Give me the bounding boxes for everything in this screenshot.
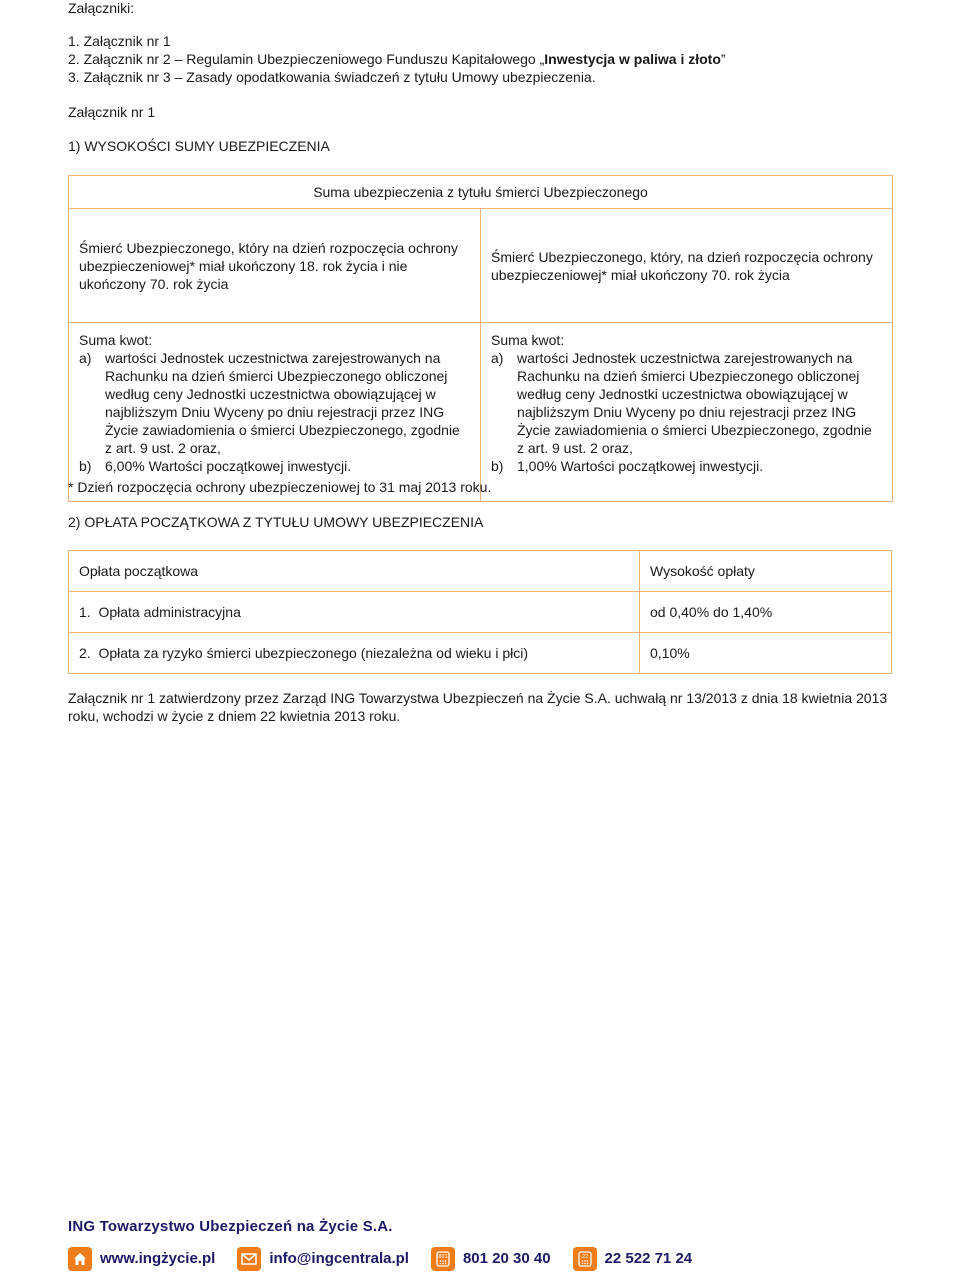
attachment-list xyxy=(68,32,726,86)
page-footer xyxy=(68,1218,892,1267)
fee-col-header-name: Opłata początkowa xyxy=(69,551,640,592)
amounts-age-18-70: Suma kwot: a) wartości Jednostek uczestnictwa zarejestrowanych na Rachunku na dzień śmierci Ubezpieczonego obliczonej według ceny Jednostki uczestnictwa obowiązującej w najbliższym Dniu Wyceny po dniu rejestracji przez ING Życie zawiadomienia o śmierci Ubezpieczonego, zgodnie z art. 9 ust. 2 oraz, b) 6,00% Wartości początkowej inwestycji. xyxy=(69,323,481,502)
svg-text:801: 801 xyxy=(438,1254,448,1260)
table-row xyxy=(69,592,892,633)
attachment-item-2: 2. Załącznik nr 2 – Regulamin Ubezpieczeniowego Funduszu Kapitałowego „Inwestycja w paliwa i złoto” xyxy=(68,51,726,67)
fee-value: od 0,40% do 1,40% xyxy=(640,592,892,633)
home-icon xyxy=(68,1247,92,1271)
attachments-label: Załączniki: xyxy=(68,0,135,16)
amount-item-b: b) 1,00% Wartości początkowej inwestycji. xyxy=(491,458,764,474)
attachment-item-1: 1. Załącznik nr 1 xyxy=(68,33,171,49)
approval-statement: Załącznik nr 1 zatwierdzony przez Zarząd ING Towarzystwa Ubezpieczeń na Życie S.A. uchwałą nr 13/2013 z dnia 18 kwietnia 2013 roku, wchodzi w życie z dniem 22 kwietnia 2013 roku. xyxy=(68,690,888,724)
phone1-contact[interactable] xyxy=(431,1247,551,1271)
fee-name: 1. Opłata administracyjna xyxy=(69,592,640,633)
website-link[interactable]: www.ingżycie.pl xyxy=(100,1250,216,1267)
condition-age-70-plus: Śmierć Ubezpieczonego, który, na dzień rozpoczęcia ochrony ubezpieczeniowej* miał ukończony 70. rok życia xyxy=(481,209,893,323)
company-name: ING Towarzystwo Ubezpieczeń na Życie S.A. xyxy=(68,1218,393,1235)
envelope-icon xyxy=(237,1247,261,1271)
contact-bar xyxy=(68,1247,892,1271)
fee-col-header-value: Wysokość opłaty xyxy=(640,551,892,592)
fund-name: Inwestycja w paliwa i złoto xyxy=(544,51,721,67)
table-row xyxy=(69,633,892,674)
fee-value: 0,10% xyxy=(640,633,892,674)
annex-title: Załącznik nr 1 xyxy=(68,104,156,120)
sum-table-header: Suma ubezpieczenia z tytułu śmierci Ubezpieczonego xyxy=(69,176,893,209)
sum-insured-table xyxy=(68,175,893,502)
phone2-contact[interactable] xyxy=(573,1247,693,1271)
email-contact[interactable] xyxy=(237,1247,409,1271)
amounts-age-70-plus: Suma kwot: a) wartości Jednostek uczestnictwa zarejestrowanych na Rachunku na dzień śmierci Ubezpieczonego obliczonej według ceny Jednostki uczestnictwa obowiązującej w najbliższym Dniu Wyceny po dniu rejestracji przez ING Życie zawiadomienia o śmierci Ubezpieczonego, zgodnie z art. 9 ust. 2 oraz, b) 1,00% Wartości początkowej inwestycji. xyxy=(481,323,893,502)
attachment-item-3: 3. Załącznik nr 3 – Zasady opodatkowania świadczeń z tytułu Umowy ubezpieczenia. xyxy=(68,69,596,85)
amount-item-a: a) wartości Jednostek uczestnictwa zarejestrowanych na Rachunku na dzień śmierci Ubezpieczonego obliczonej według ceny Jednostki uczestnictwa obowiązującej w najbliższym Dniu Wyceny po dniu rejestracji przez ING Życie zawiadomienia o śmierci Ubezpieczonego, zgodnie z art. 9 ust. 2 oraz, xyxy=(491,350,872,456)
phone-22-icon xyxy=(573,1247,597,1271)
initial-fee-table xyxy=(68,550,892,674)
website-contact[interactable] xyxy=(68,1247,215,1271)
phone-801-icon xyxy=(431,1247,455,1271)
condition-age-18-70: Śmierć Ubezpieczonego, który na dzień rozpoczęcia ochrony ubezpieczeniowej* miał ukończony 18. rok życia i nie ukończony 70. rok życia xyxy=(69,209,481,323)
footnote: * Dzień rozpoczęcia ochrony ubezpieczeniowej to 31 maj 2013 roku. xyxy=(68,479,492,495)
phone2-number[interactable]: 22 522 71 24 xyxy=(604,1250,693,1267)
email-link[interactable]: info@ingcentrala.pl xyxy=(269,1250,409,1267)
amount-item-a: a) wartości Jednostek uczestnictwa zarejestrowanych na Rachunku na dzień śmierci Ubezpieczonego obliczonej według ceny Jednostki uczestnictwa obowiązującej w najbliższym Dniu Wyceny po dniu rejestracji przez ING Życie zawiadomienia o śmierci Ubezpieczonego, zgodnie z art. 9 ust. 2 oraz, xyxy=(79,350,460,456)
amount-item-b: b) 6,00% Wartości początkowej inwestycji. xyxy=(79,458,352,474)
fee-name: 2. Opłata za ryzyko śmierci ubezpieczonego (niezależna od wieku i płci) xyxy=(69,633,640,674)
section-heading-sum-insured: 1) WYSOKOŚCI SUMY UBEZPIECZENIA xyxy=(68,138,330,154)
svg-text:22: 22 xyxy=(581,1254,588,1260)
phone1-number[interactable]: 801 20 30 40 xyxy=(462,1250,551,1267)
section-heading-initial-fee: 2) OPŁATA POCZĄTKOWA Z TYTUŁU UMOWY UBEZPIECZENIA xyxy=(68,514,484,530)
